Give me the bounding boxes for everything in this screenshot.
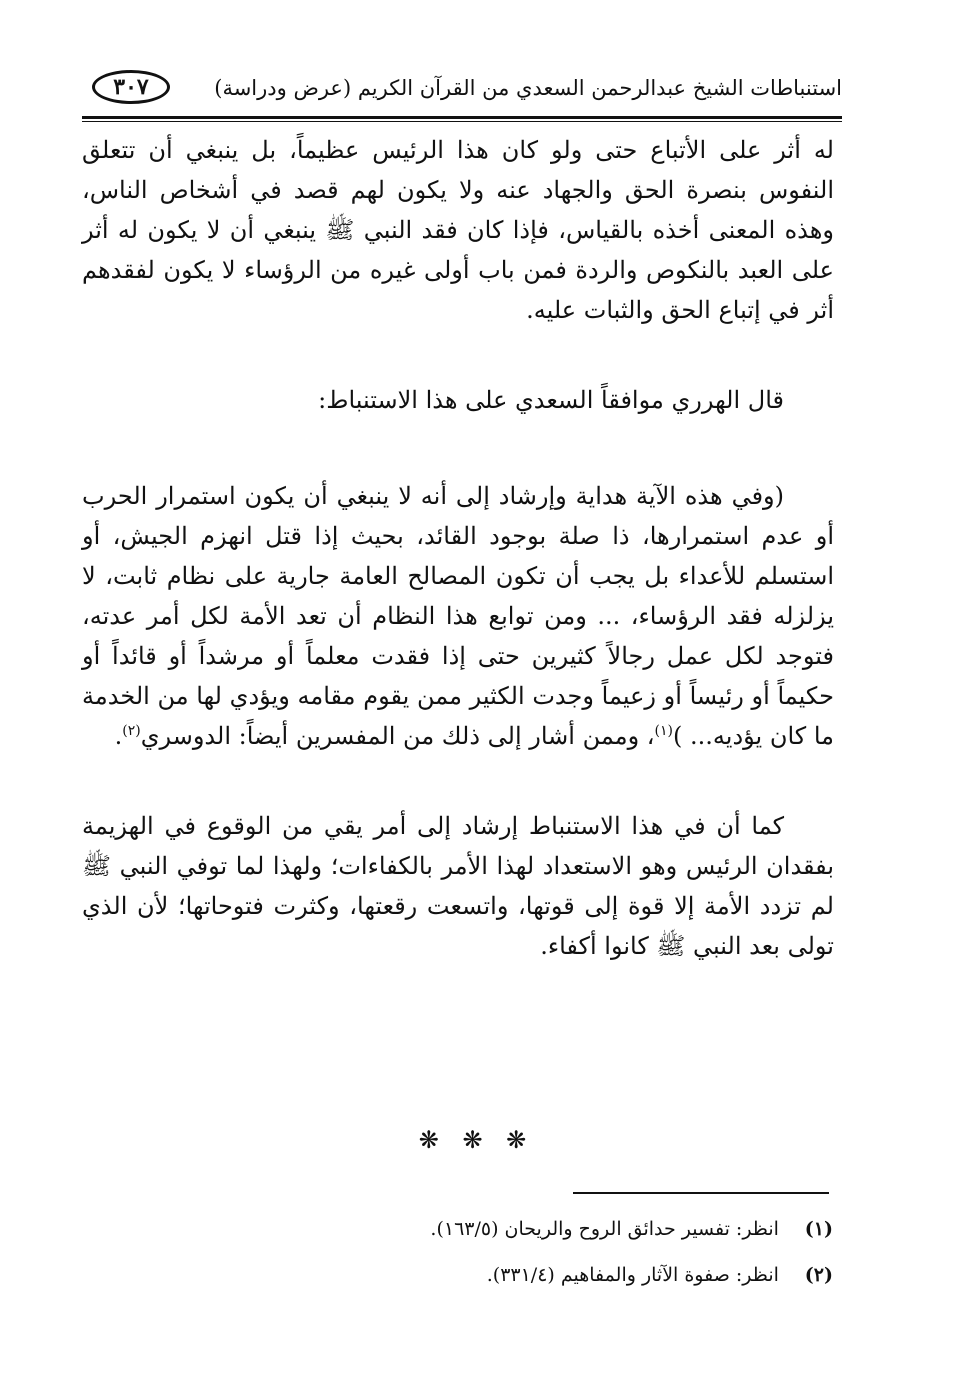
paragraph-1: له أثر على الأتباع حتى ولو كان هذا الرئيس عظيماً، بل ينبغي أن تتعلق النفوس بنصرة الحق والجهاد عنه ولا يكون لهم قصد في أشخاص الناس، وهذه المعنى أخذه بالقياس، فإذا كان فقد النبي ﷺ ينبغي أن لا يكون له أثر على العبد بالنكوص والردة فمن باب أولى غيره من الرؤساء لا يكون لفقدهم أثر في إتباع الحق والثبات عليه. [82, 136, 834, 324]
footnote-number: (٢) [804, 1264, 833, 1286]
paragraph-3-quote [82, 476, 834, 756]
page-number-badge: ٣٠٧ [92, 70, 170, 104]
quote-end: . [114, 722, 123, 750]
footnote-ref-2[interactable]: (٢) [122, 723, 141, 739]
footnote-text: انظر: صفوة الآثار والمفاهيم (٣٣١/٤). [486, 1264, 779, 1286]
header-rule-thin [82, 121, 842, 122]
header-rule [82, 116, 842, 119]
book-title: استنباطات الشيخ عبدالرحمن السعدي من القرآن الكريم (عرض ودراسة) [214, 76, 842, 100]
footnote-number: (١) [804, 1218, 833, 1240]
paragraph-2-heading: قال الهرري موافقاً السعدي على هذا الاستنباط: [318, 386, 784, 414]
footnote-ref-1[interactable]: (١) [654, 723, 674, 739]
paragraph-4: كما أن في هذا الاستنباط إرشاد إلى أمر يقي من الوقوع في الهزيمة بفقدان الرئيس وهو الاستعداد لهذا الأمر بالكفاءات؛ ولهذا لما توفي النبي ﷺ لم تزدد الأمة إلا قوة إلى قوتها، واتسعت رقعتها، وكثرت فتوحاتها؛ لأن الذي تولى بعد النبي ﷺ كانوا أكفاء. [82, 812, 835, 960]
running-header [82, 62, 842, 112]
section-ornament: ❋ ❋ ❋ [418, 1126, 535, 1154]
footnote-separator [573, 1192, 829, 1194]
quote-text: (وفي هذه الآية هداية وإرشاد إلى أنه لا ينبغي أن يكون استمرار الحرب أو عدم استمرارها، ذا صلة بوجود القائد، بحيث إذا قتل انهزم الجيش، أو استسلم للأعداء بل يجب أن تكون المصالح العامة جارية على نظام ثابت، لا يزلزله فقد الرؤساء، ... ومن توابع هذا النظام أن تعد الأمة لكل أمر عدته، فتوجد لكل عمل رجالاً كثيرين حتى إذا فقدت معلماً أو مرشداً أو قائداً أو حكيماً أو رئيساً أو زعيماً وجدت الكثير ممن يقوم مقامه ويؤدي لها من الخدمة ما كان يؤديه... ) [82, 482, 834, 750]
footnote-1 [133, 1206, 833, 1252]
main-text [82, 130, 834, 966]
footnote-text: انظر: تفسير حدائق الروح والريحان (١٦٣/٥). [430, 1218, 779, 1240]
quote-continuation: ، وممن أشار إلى ذلك من المفسرين أيضاً: الدوسري [140, 722, 655, 750]
footnotes [133, 1206, 833, 1298]
footnote-2 [133, 1252, 833, 1298]
